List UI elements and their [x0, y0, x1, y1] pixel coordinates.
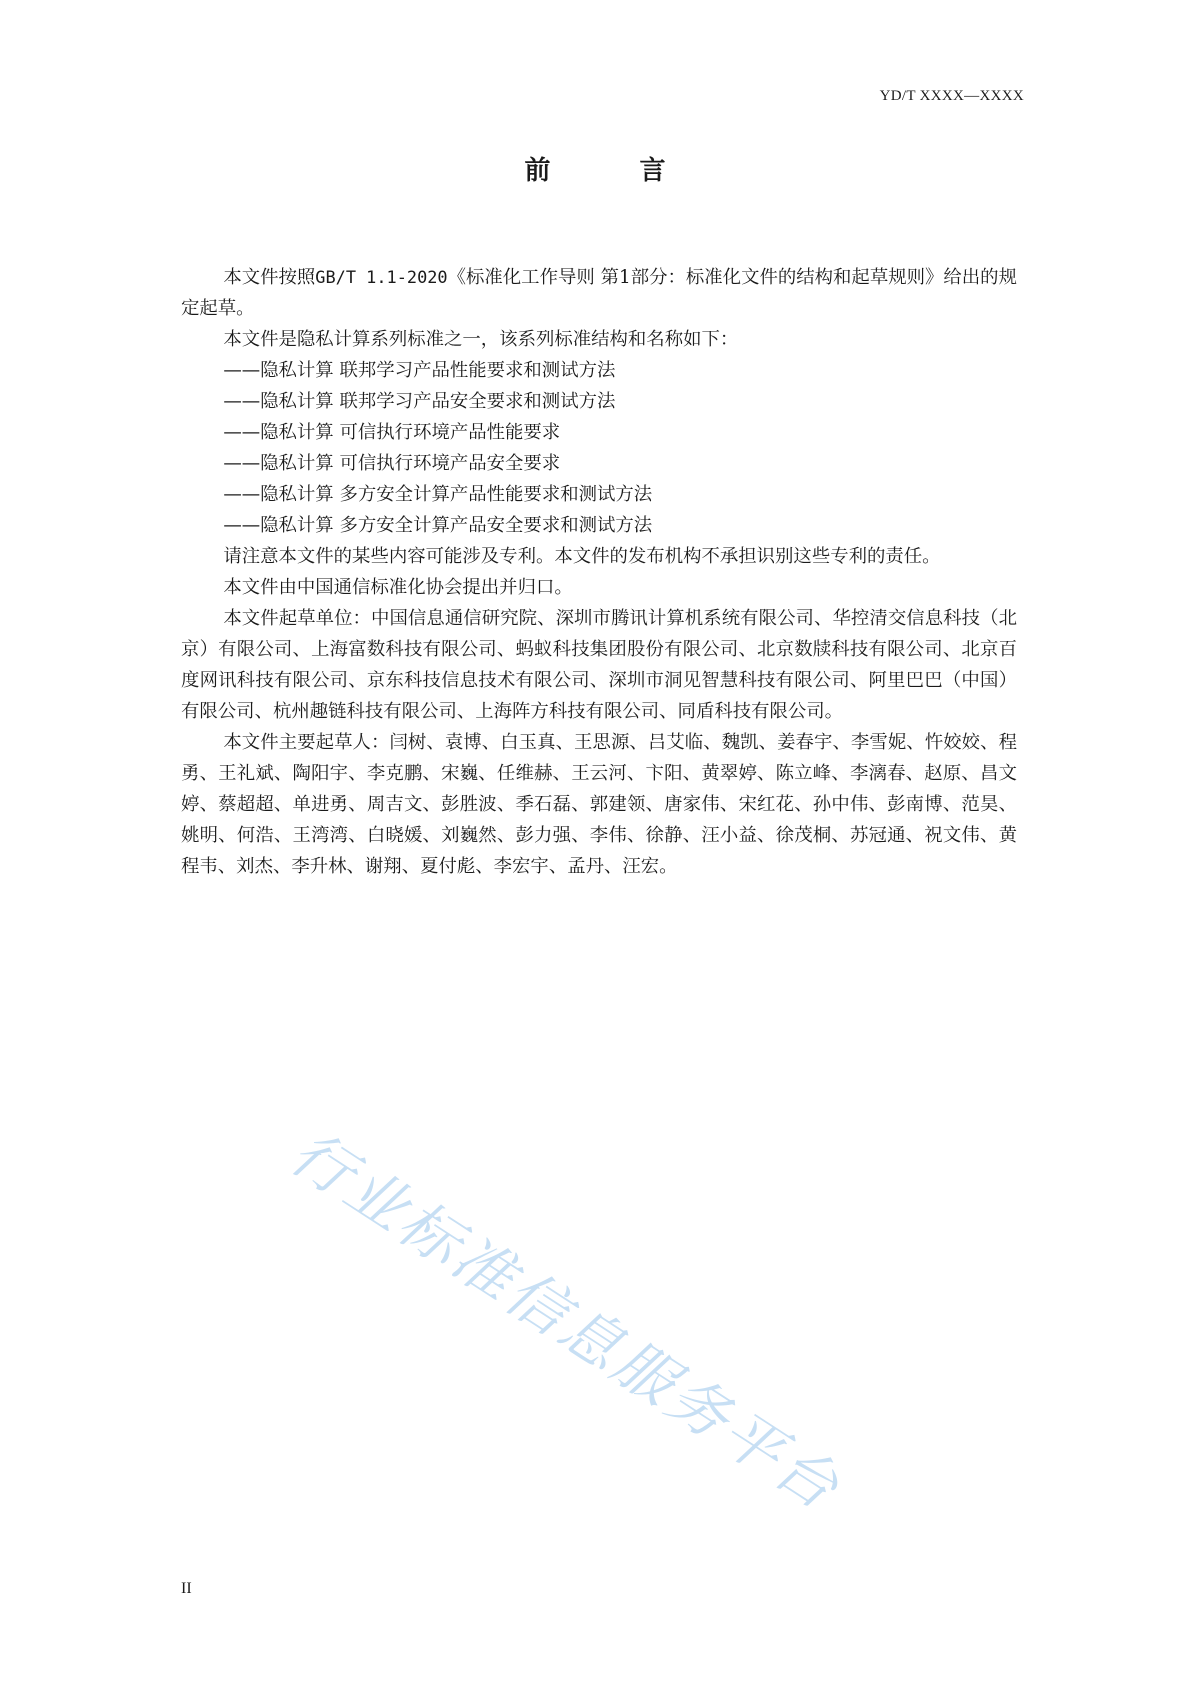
series-list-item: ——隐私计算 可信执行环境产品性能要求: [223, 422, 561, 443]
drafting-units-paragraph: 本文件起草单位：中国信息通信研究院、深圳市腾讯计算机系统有限公司、华控清交信息科技（北京）有限公司、上海富数科技有限公司、蚂蚁科技集团股份有限公司、北京数牍科技有限公司、北京百度网讯科技有限公司、京东科技信息技术有限公司、深圳市洞见智慧科技有限公司、阿里巴巴（中国）有限公司、杭州趣链科技有限公司、上海阵方科技有限公司、同盾科技有限公司。: [181, 608, 1017, 722]
patent-notice-paragraph: 请注意本文件的某些内容可能涉及专利。本文件的发布机构不承担识别这些专利的责任。: [223, 546, 941, 567]
foreword-body: [181, 262, 1017, 882]
document-code: YD/T XXXX—XXXX: [879, 88, 1024, 104]
page-title: 前 言: [524, 156, 706, 186]
standard-reference: GB/T 1.1-2020: [315, 267, 448, 287]
page-number: II: [181, 1580, 192, 1597]
series-list-item: ——隐私计算 多方安全计算产品安全要求和测试方法: [223, 515, 653, 536]
series-list-item: ——隐私计算 联邦学习产品安全要求和测试方法: [223, 391, 616, 412]
series-list-item: ——隐私计算 可信执行环境产品安全要求: [223, 453, 561, 474]
drafters-paragraph: 本文件主要起草人：闫树、袁博、白玉真、王思源、吕艾临、魏凯、姜春宇、李雪妮、忤姣姣、程勇、王礼斌、陶阳宇、李克鹏、宋巍、任维赫、王云河、卞阳、黄翠婷、陈立峰、李漓春、赵原、昌文婷、蔡超超、单进勇、周吉文、彭胜波、季石磊、郭建领、唐家伟、宋红花、孙中伟、彭南博、范昊、姚明、何浩、王湾湾、白晓媛、刘巍然、彭力强、李伟、徐静、汪小益、徐茂桐、苏冠通、祝文伟、黄程韦、刘杰、李升林、谢翔、夏付彪、李宏宇、孟丹、汪宏。: [181, 732, 1017, 877]
series-intro-paragraph: 本文件是隐私计算系列标准之一，该系列标准结构和名称如下：: [223, 329, 739, 350]
drafting-basis-paragraph: [181, 262, 1017, 324]
series-list-item: ——隐私计算 联邦学习产品性能要求和测试方法: [223, 360, 616, 381]
series-list-item: ——隐私计算 多方安全计算产品性能要求和测试方法: [223, 484, 653, 505]
proposer-paragraph: 本文件由中国通信标准化协会提出并归口。: [223, 577, 573, 598]
watermark: 行业标准信息服务平台: [278, 1117, 854, 1526]
drafting-basis-suffix: 《标准化工作导则 第1部分：标准化文件的结构和起草规则》给出的规定起草。: [181, 267, 1017, 319]
drafting-basis-prefix: 本文件按照: [223, 267, 316, 288]
